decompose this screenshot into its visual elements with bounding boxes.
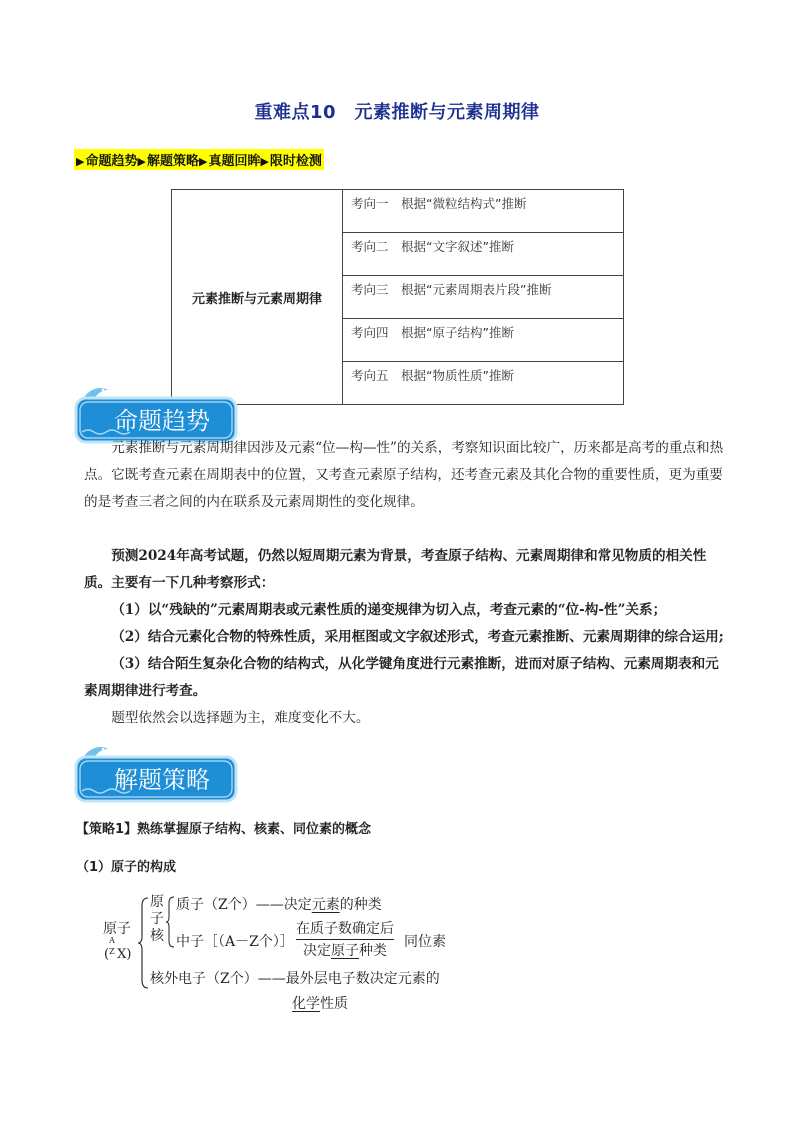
proton-line: 质子（Z个）——决定元素的种类 <box>176 897 382 913</box>
brace-icon <box>138 896 150 990</box>
forecast-paragraph: 预测2024年高考试题，仍然以短周期元素为背景，考查原子结构、元素周期律和常见物质的相关性质。主要有一下几种考察形式： <box>84 548 707 591</box>
summary-paragraph: 题型依然会以选择题为主，难度变化不大。 <box>111 710 370 726</box>
form-item: （3）结合陌生复杂化合物的结构式，从化学键角度进行元素推断，进而对原子结构、元素周期表和元素周期律进行考查。 <box>84 656 719 699</box>
nuclide-notation: ( A Z X) <box>104 936 132 962</box>
electron-line: 核外电子（Z个）——最外层电子数决定元素的 <box>150 971 440 987</box>
subheading: （1）原子的构成 <box>76 860 177 875</box>
table-row <box>172 190 624 233</box>
overview-table <box>171 189 624 405</box>
overview-item: 考向一 根据“微粒结构式”推断 <box>343 190 624 233</box>
atom-structure-diagram <box>100 892 480 1017</box>
page-title: 重难点10 元素推断与元素周期律 <box>254 102 540 123</box>
electron-line-tail: 化学性质 <box>292 996 348 1012</box>
overview-item: 考向五 根据“物质性质”推断 <box>343 362 624 405</box>
overview-topic: 元素推断与元素周期律 <box>172 190 343 405</box>
atom-label: 原子 <box>103 921 131 937</box>
arrow-icon: ▶ <box>260 155 269 168</box>
section-badge-strategy <box>72 741 236 801</box>
neutron-line: 中子［（A－Z个）］ <box>176 934 294 950</box>
form-item: （1）以“残缺的”元素周期表或元素性质的递变规律为切入点，考查元素的“位-构-性”关系； <box>111 602 667 618</box>
brace-icon <box>166 896 176 948</box>
overview-item: 考向二 根据“文字叙述”推断 <box>343 233 624 276</box>
section-badge-trend <box>72 382 236 442</box>
isotope-label: 同位素 <box>404 934 446 950</box>
badge-label: 解题策略 <box>114 766 210 794</box>
nav-item-strategy[interactable]: 解题策略 <box>146 154 199 169</box>
form-item: （2）结合元素化合物的特殊性质，采用框图或文字叙述形式，考查元素推断、元素周期律的综合运用; <box>111 629 724 645</box>
badge-label: 命题趋势 <box>114 407 210 435</box>
overview-item: 考向四 根据“原子结构”推断 <box>343 319 624 362</box>
badge-graphic <box>72 741 242 807</box>
overview-item: 考向三 根据“元素周期表片段”推断 <box>343 276 624 319</box>
arrow-icon: ▶ <box>137 155 146 168</box>
arrow-icon: ▶ <box>198 155 208 168</box>
isotope-fraction: 在质子数确定后 决定原子种类 <box>296 918 394 960</box>
nav-item-review[interactable]: 真题回眸 <box>208 154 261 169</box>
nucleus-label: 原 子 核 <box>150 894 164 944</box>
strategy-heading: 【策略1】熟练掌握原子结构、核素、同位素的概念 <box>76 822 372 837</box>
section-nav <box>74 149 324 170</box>
nav-item-test[interactable]: 限时检测 <box>269 154 322 169</box>
arrow-icon: ▶ <box>76 155 85 168</box>
trend-paragraph: 元素推断与元素周期律因涉及元素“位—构—性”的关系，考察知识面比较广，历来都是高考的重点和热点。它既考查元素在周期表中的位置，又考查元素原子结构，还考查元素及其化合物的重要性质，更为重要的是考查三者之间的内在联系及元素周期性的变化规律。 <box>84 440 724 510</box>
nav-item-trend[interactable]: 命题趋势 <box>85 154 138 169</box>
